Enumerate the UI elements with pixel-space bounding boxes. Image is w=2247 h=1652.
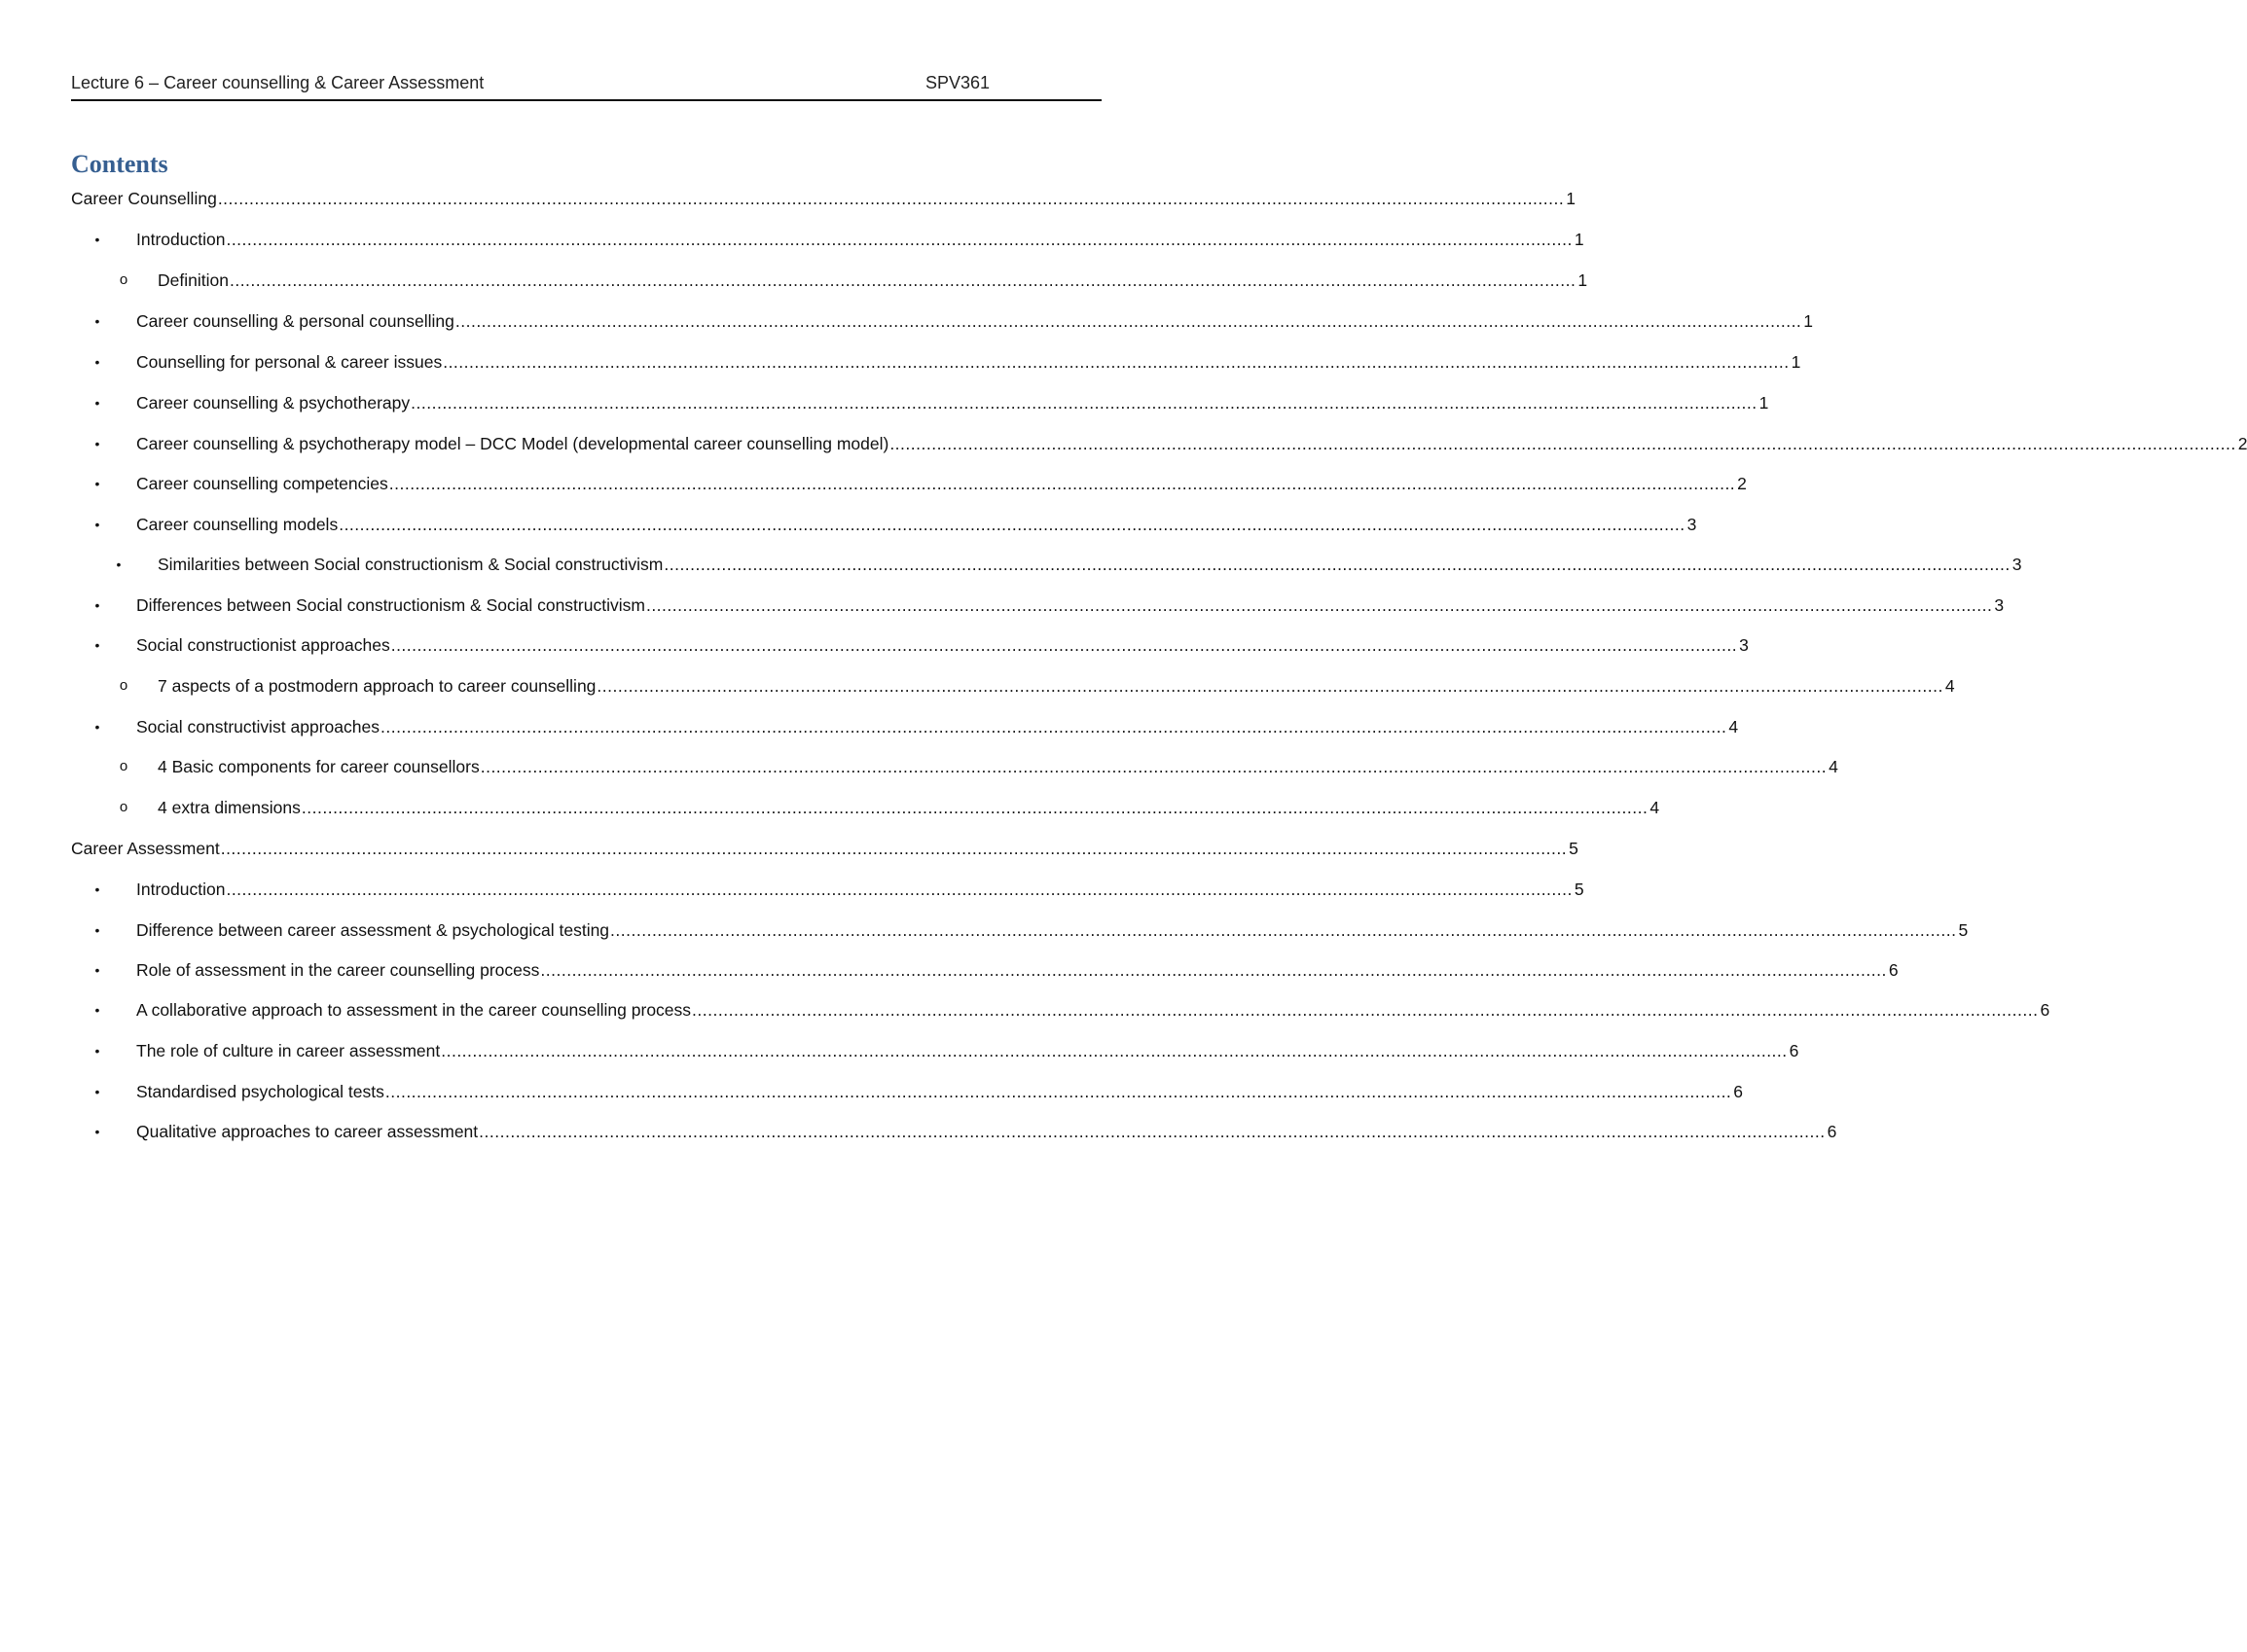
toc-leader: .................................................................................................................................................................................................................................................................. [220,839,1568,858]
toc-page-number: 1 [1574,230,1584,249]
toc-leader: .................................................................................................................................................................................................................................................................. [229,270,1577,290]
toc-entry-standardised-tests[interactable] [71,1080,1744,1103]
toc-page-number: 5 [1569,839,1578,858]
toc-leader: .................................................................................................................................................................................................................................................................. [217,189,1565,208]
toc-label: Career counselling competencies [136,474,388,493]
toc-leader: .................................................................................................................................................................................................................................................................. [454,311,1802,331]
bullet-icon: • [94,476,100,491]
toc-leader: .................................................................................................................................................................................................................................................................. [380,717,1727,736]
toc-label: 4 extra dimensions [158,798,301,817]
toc-label: Difference between career assessment & psychological testing [136,920,610,940]
toc-entry-introduction[interactable] [71,228,1584,251]
toc-page-number: 3 [2011,555,2022,574]
toc-label: Social constructionist approaches [136,635,390,655]
contents-heading: Contents [71,150,168,178]
toc-label: Career counselling models [136,515,339,534]
toc-label: Career Counselling [71,189,217,208]
toc-page-number: 6 [1733,1082,1744,1101]
header-course-code: SPV361 [925,73,991,92]
toc-page-number: 5 [1574,880,1584,899]
toc-label: Standardised psychological tests [136,1082,384,1101]
toc-entry-career-vs-personal-counselling[interactable] [71,309,1814,333]
toc-page-number: 1 [1803,311,1814,331]
toc-leader: .................................................................................................................................................................................................................................................................. [610,920,1957,940]
toc-entry-assessment-introduction[interactable] [71,878,1584,901]
toc-entry-extra-dimensions[interactable] [71,796,1660,819]
toc-entry-basic-components[interactable] [71,755,1838,778]
toc-leader: .................................................................................................................................................................................................................................................................. [384,1082,1732,1101]
bullet-icon: • [94,719,100,735]
toc-entry-collaborative-approach[interactable] [71,998,2050,1022]
toc-leader: .................................................................................................................................................................................................................................................................. [226,230,1573,249]
bullet-icon: • [116,557,122,572]
bullet-icon: • [94,962,100,978]
bullet-icon: • [94,1002,100,1018]
toc-page-number: 6 [1789,1041,1799,1060]
toc-leader: .................................................................................................................................................................................................................................................................. [540,960,1887,980]
toc-page-number: 3 [1686,515,1697,534]
bullet-icon: • [94,637,100,653]
bullet-icon: • [94,1084,100,1099]
bullet-icon: • [94,517,100,532]
toc-page-number: 3 [1994,595,2005,615]
toc-label: Definition [158,270,229,290]
toc-entry-competencies[interactable] [71,472,1747,495]
toc-page-number: 1 [1577,270,1588,290]
toc-entry-career-psychotherapy[interactable] [71,391,1769,414]
toc-page-number: 4 [1829,757,1838,776]
toc-entry-qualitative-approaches[interactable] [71,1120,1837,1143]
bullet-icon: • [94,313,100,329]
toc-label: A collaborative approach to assessment in the career counselling process [136,1000,692,1020]
toc-entry-career-counselling[interactable] [71,187,1576,210]
toc-label: 4 Basic components for career counsellors [158,757,480,776]
toc-leader: .................................................................................................................................................................................................................................................................. [480,757,1828,776]
toc-page-number: 1 [1791,352,1801,372]
toc-page-number: 3 [1739,635,1749,655]
toc-page-number: 2 [1737,474,1747,493]
toc-entry-counselling-models[interactable] [71,513,1697,536]
circle-bullet-icon: o [119,799,128,815]
toc-page-number: 1 [1566,189,1576,208]
toc-entry-assessment-vs-testing[interactable] [71,918,1969,942]
toc-label: Introduction [136,230,226,249]
bullet-icon: • [94,395,100,411]
toc-leader: .................................................................................................................................................................................................................................................................. [645,595,1993,615]
toc-leader: .................................................................................................................................................................................................................................................................. [411,393,1758,413]
toc-label: Counselling for personal & career issues [136,352,443,372]
toc-entry-constructionist-approaches[interactable] [71,633,1749,657]
toc-page-number: 6 [2040,1000,2050,1020]
toc-page-number: 4 [1649,798,1660,817]
toc-entry-constructivist-approaches[interactable] [71,715,1739,738]
toc-entry-career-assessment[interactable] [71,837,1578,860]
toc-leader: .................................................................................................................................................................................................................................................................. [443,352,1790,372]
toc-entry-similarities[interactable] [71,553,2022,576]
bullet-icon: • [94,922,100,938]
toc-leader: .................................................................................................................................................................................................................................................................. [390,635,1738,655]
header-title: Lecture 6 – Career counselling & Career Assessment [71,73,485,92]
toc-leader: .................................................................................................................................................................................................................................................................. [479,1122,1826,1141]
toc-page-number: 4 [1728,717,1739,736]
toc-leader: .................................................................................................................................................................................................................................................................. [664,555,2011,574]
toc-label: Qualitative approaches to career assessment [136,1122,479,1141]
toc-leader: .................................................................................................................................................................................................................................................................. [388,474,1736,493]
toc-leader: .................................................................................................................................................................................................................................................................. [692,1000,2039,1020]
circle-bullet-icon: o [119,677,128,694]
toc-label: The role of culture in career assessment [136,1041,441,1060]
toc-entry-postmodern-aspects[interactable] [71,674,1955,698]
circle-bullet-icon: o [119,758,128,774]
toc-label: 7 aspects of a postmodern approach to career counselling [158,676,597,696]
bullet-icon: • [94,1124,100,1139]
bullet-icon: • [94,1043,100,1059]
bullet-icon: • [94,597,100,613]
toc-label: Career counselling & psychotherapy [136,393,411,413]
toc-leader: .................................................................................................................................................................................................................................................................. [339,515,1685,534]
toc-label: Similarities between Social constructionism & Social constructivism [158,555,664,574]
toc-page-number: 2 [2237,434,2247,453]
toc-page-number: 5 [1958,920,1969,940]
toc-page-number: 4 [1944,676,1955,696]
toc-leader: .................................................................................................................................................................................................................................................................. [441,1041,1788,1060]
toc-label: Differences between Social constructionism & Social constructivism [136,595,645,615]
page-header [71,72,1102,101]
bullet-icon: • [94,354,100,370]
toc-label: Career counselling & psychotherapy model – DCC Model (developmental career counselling model) [136,434,889,453]
toc-leader: .................................................................................................................................................................................................................................................................. [301,798,1649,817]
toc-entry-definition[interactable] [71,269,1588,292]
toc-leader: .................................................................................................................................................................................................................................................................. [889,434,2236,453]
circle-bullet-icon: o [119,271,128,288]
bullet-icon: • [94,436,100,451]
toc-page-number: 6 [1888,960,1899,980]
toc-label: Career Assessment [71,839,220,858]
toc-entry-dcc-model[interactable] [71,432,2247,455]
toc-label: Introduction [136,880,226,899]
toc-leader: .................................................................................................................................................................................................................................................................. [597,676,1943,696]
toc-entry-personal-career-issues[interactable] [71,350,1801,374]
toc-label: Social constructivist approaches [136,717,380,736]
bullet-icon: • [94,881,100,897]
bullet-icon: • [94,232,100,247]
toc-page-number: 6 [1827,1122,1837,1141]
toc-entry-role-of-assessment[interactable] [71,958,1899,982]
toc-leader: .................................................................................................................................................................................................................................................................. [226,880,1573,899]
toc-entry-role-of-culture[interactable] [71,1039,1799,1062]
toc-entry-differences[interactable] [71,593,2005,617]
toc-label: Role of assessment in the career counselling process [136,960,540,980]
toc-label: Career counselling & personal counselling [136,311,454,331]
toc-page-number: 1 [1758,393,1769,413]
